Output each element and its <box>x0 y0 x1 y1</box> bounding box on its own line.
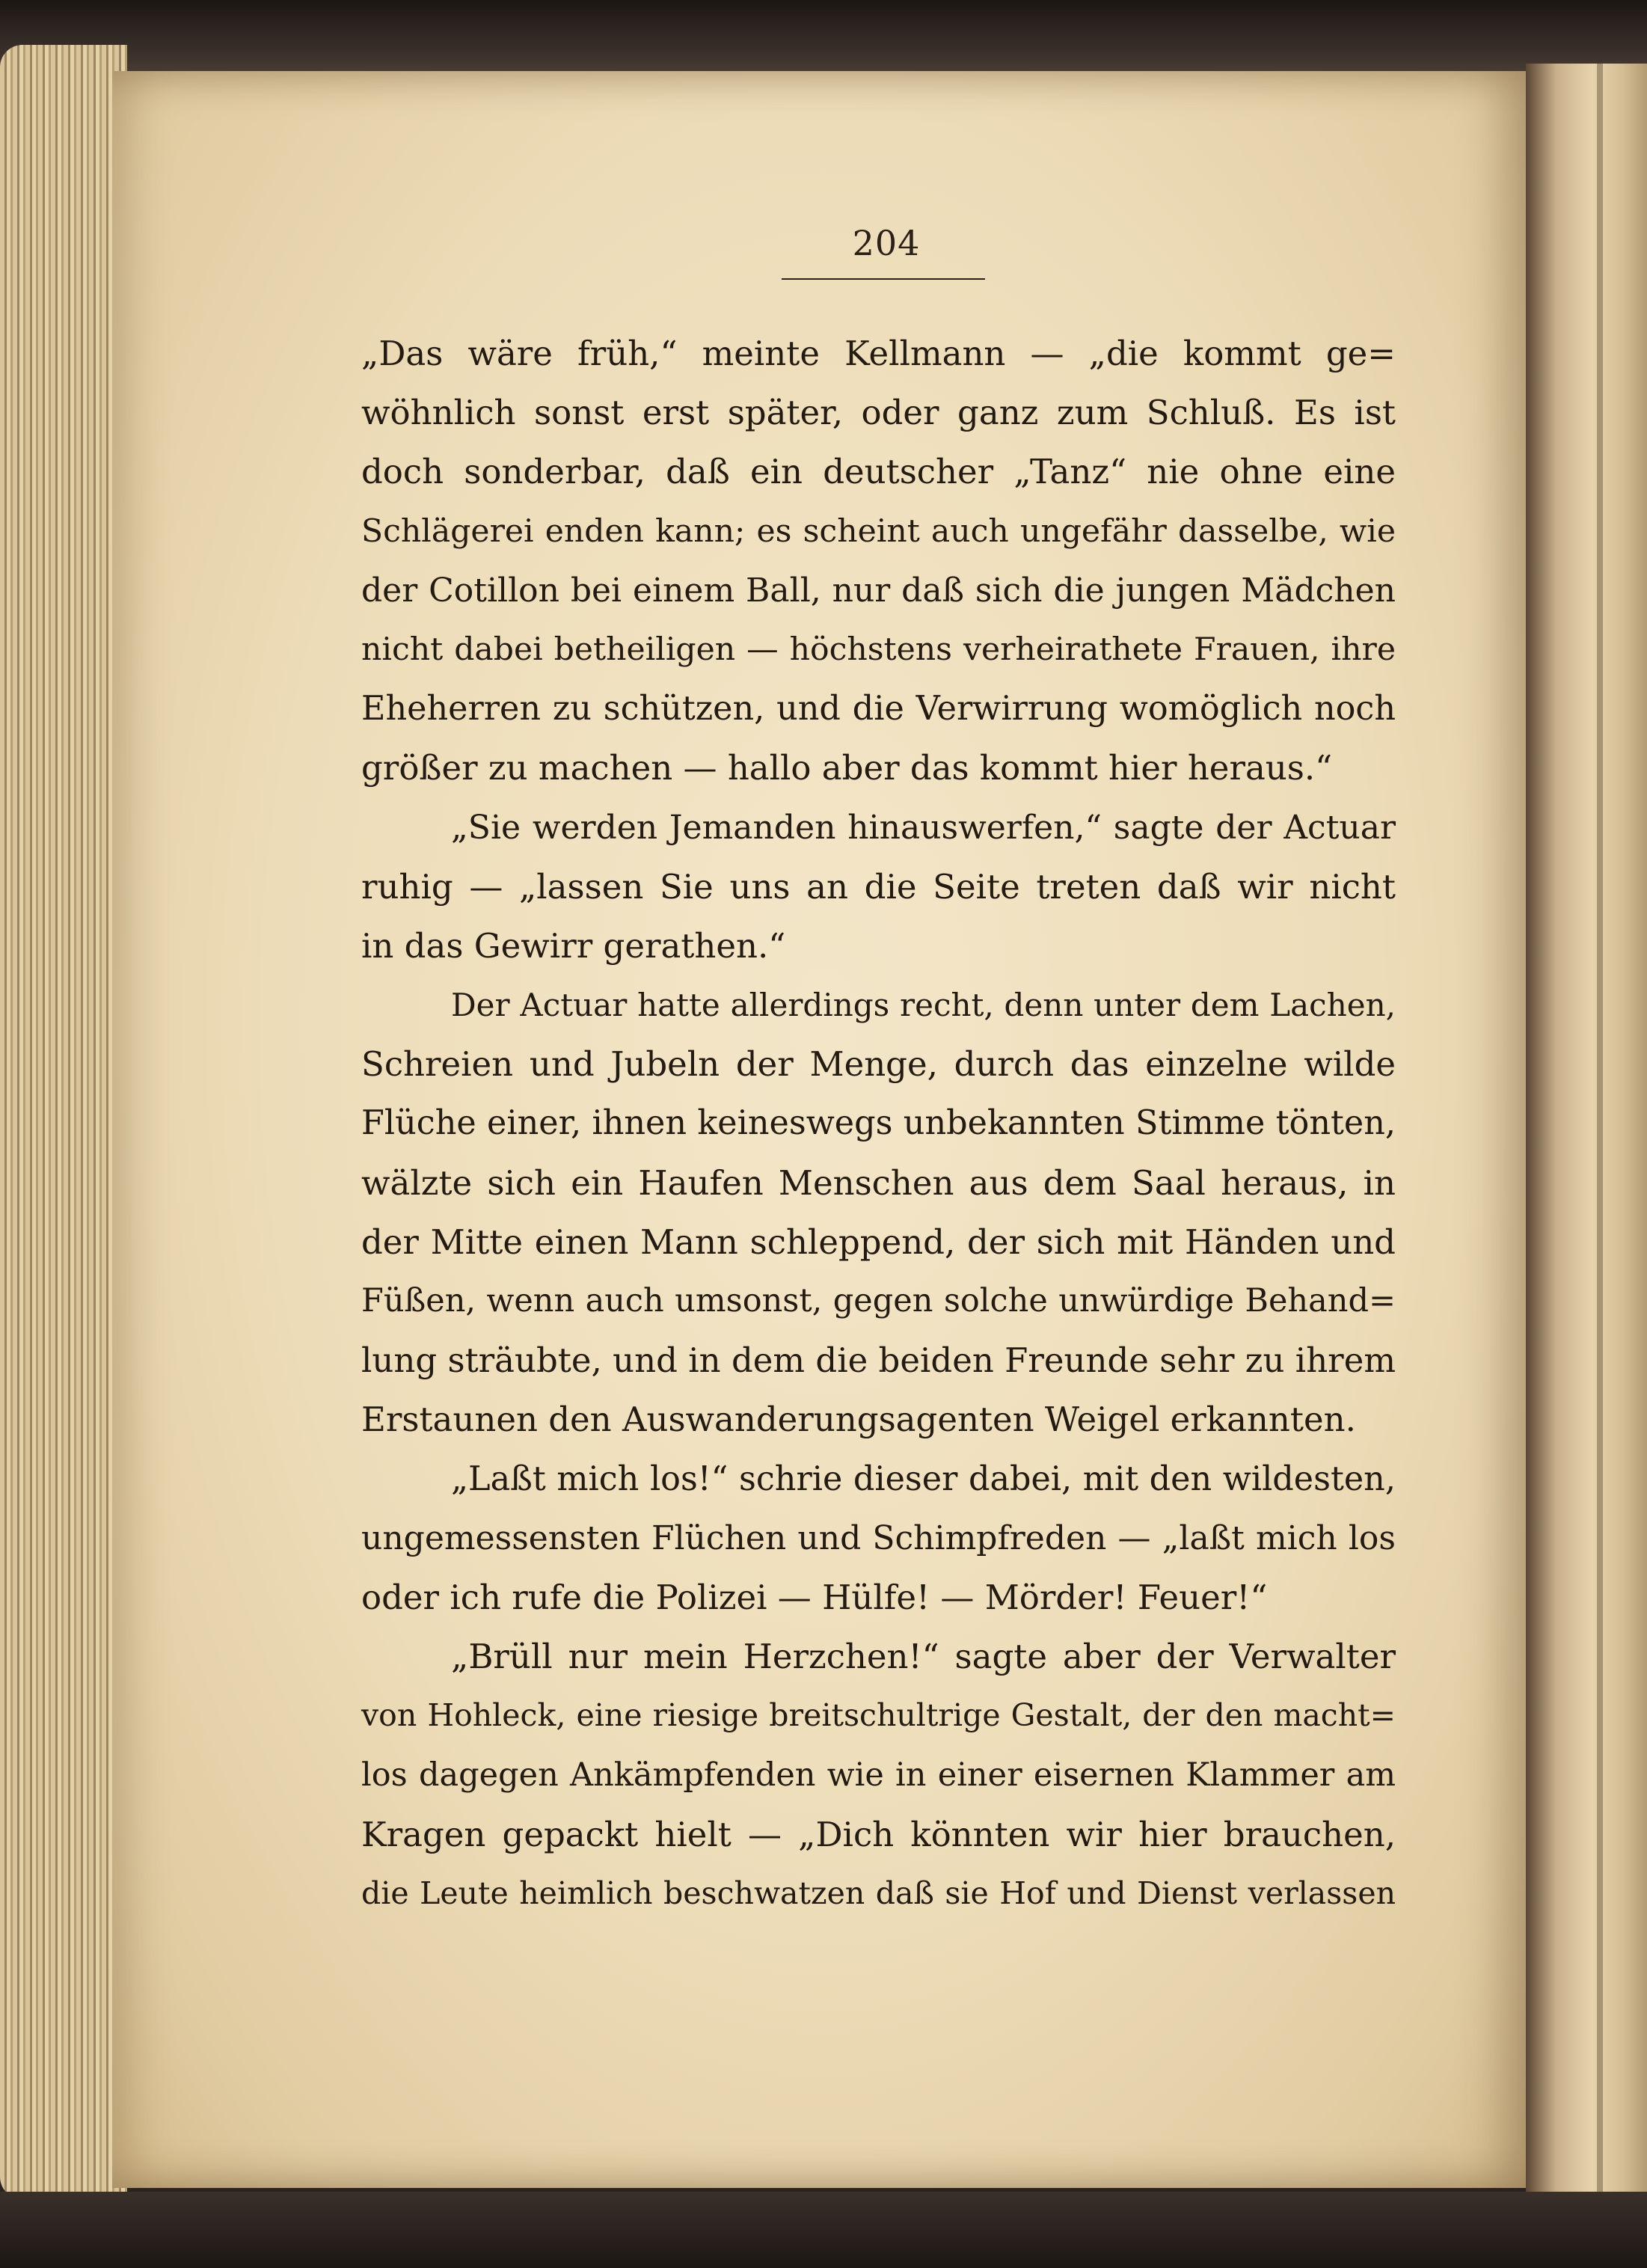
text-line: in das Gewirr gerathen.“ <box>361 925 786 966</box>
page-text <box>361 324 1396 1923</box>
text-line: wöhnlich sonst erst später, oder ganz zum Schluß. Es ist <box>361 393 1396 433</box>
text-line: ruhig — „lassen Sie uns an die Seite treten daß wir nicht <box>361 866 1396 907</box>
text-line: lung sträubte, und in dem die beiden Freunde sehr zu ihrem <box>361 1340 1396 1381</box>
text-line: der Cotillon bei einem Ball, nur daß sich die jungen Mädchen <box>361 571 1396 610</box>
text-line: Erstaunen den Auswanderungsagenten Weigel erkannten. <box>361 1400 1356 1440</box>
book-binding-top <box>0 0 1647 75</box>
page-edges <box>0 45 127 2199</box>
header-rule <box>782 278 985 280</box>
text-line: Kragen gepackt hielt — „Dich könnten wir hier brauchen, <box>361 1814 1396 1854</box>
text-line: Schlägerei enden kann; es scheint auch ungefähr dasselbe, wie <box>361 512 1396 550</box>
text-line: Schreien und Jubeln der Menge, durch das einzelne wilde <box>361 1044 1396 1085</box>
text-line: oder ich rufe die Polizei — Hülfe! — Mörder! Feuer!“ <box>361 1577 1268 1617</box>
text-line: Flüche einer, ihnen keineswegs unbekannten Stimme tönten, <box>361 1104 1396 1143</box>
text-line: Füßen, wenn auch umsonst, gegen solche unwürdige Behand= <box>361 1282 1396 1320</box>
text-line: ungemessensten Flüchen und Schimpfreden — „laßt mich los <box>361 1518 1396 1557</box>
text-line: Eheherren zu schützen, und die Verwirrung womöglich noch <box>361 690 1396 729</box>
text-line: „Brüll nur mein Herzchen!“ sagte aber der Verwalter <box>451 1637 1396 1677</box>
page-number: 204 <box>852 223 921 263</box>
text-line: „Sie werden Jemanden hinauswerfen,“ sagte der Actuar <box>451 808 1396 847</box>
text-line: der Mitte einen Mann schleppend, der sich mit Händen und <box>361 1222 1396 1262</box>
text-line: doch sonderbar, daß ein deutscher „Tanz“ nie ohne eine <box>361 452 1396 492</box>
text-line: von Hohleck, eine riesige breitschultrige Gestalt, der den macht= <box>361 1697 1396 1734</box>
text-line: nicht dabei betheiligen — höchstens verheirathete Frauen, ihre <box>361 631 1396 668</box>
book-gutter <box>1526 64 1647 2195</box>
text-line: Der Actuar hatte allerdings recht, denn unter dem Lachen, <box>451 987 1396 1024</box>
text-line: die Leute heimlich beschwatzen daß sie Hof und Dienst verlassen <box>361 1875 1396 1911</box>
book-binding-bottom <box>0 2192 1647 2268</box>
text-line: wälzte sich ein Haufen Menschen aus dem Saal heraus, in <box>361 1162 1396 1203</box>
text-line: „Laßt mich los!“ schrie dieser dabei, mit den wildesten, <box>451 1459 1396 1498</box>
text-line: „Das wäre früh,“ meinte Kellmann — „die kommt ge= <box>361 334 1396 373</box>
text-line: größer zu machen — hallo aber das kommt hier heraus.“ <box>361 748 1333 788</box>
text-line: los dagegen Ankämpfenden wie in einer eisernen Klammer am <box>361 1756 1396 1794</box>
